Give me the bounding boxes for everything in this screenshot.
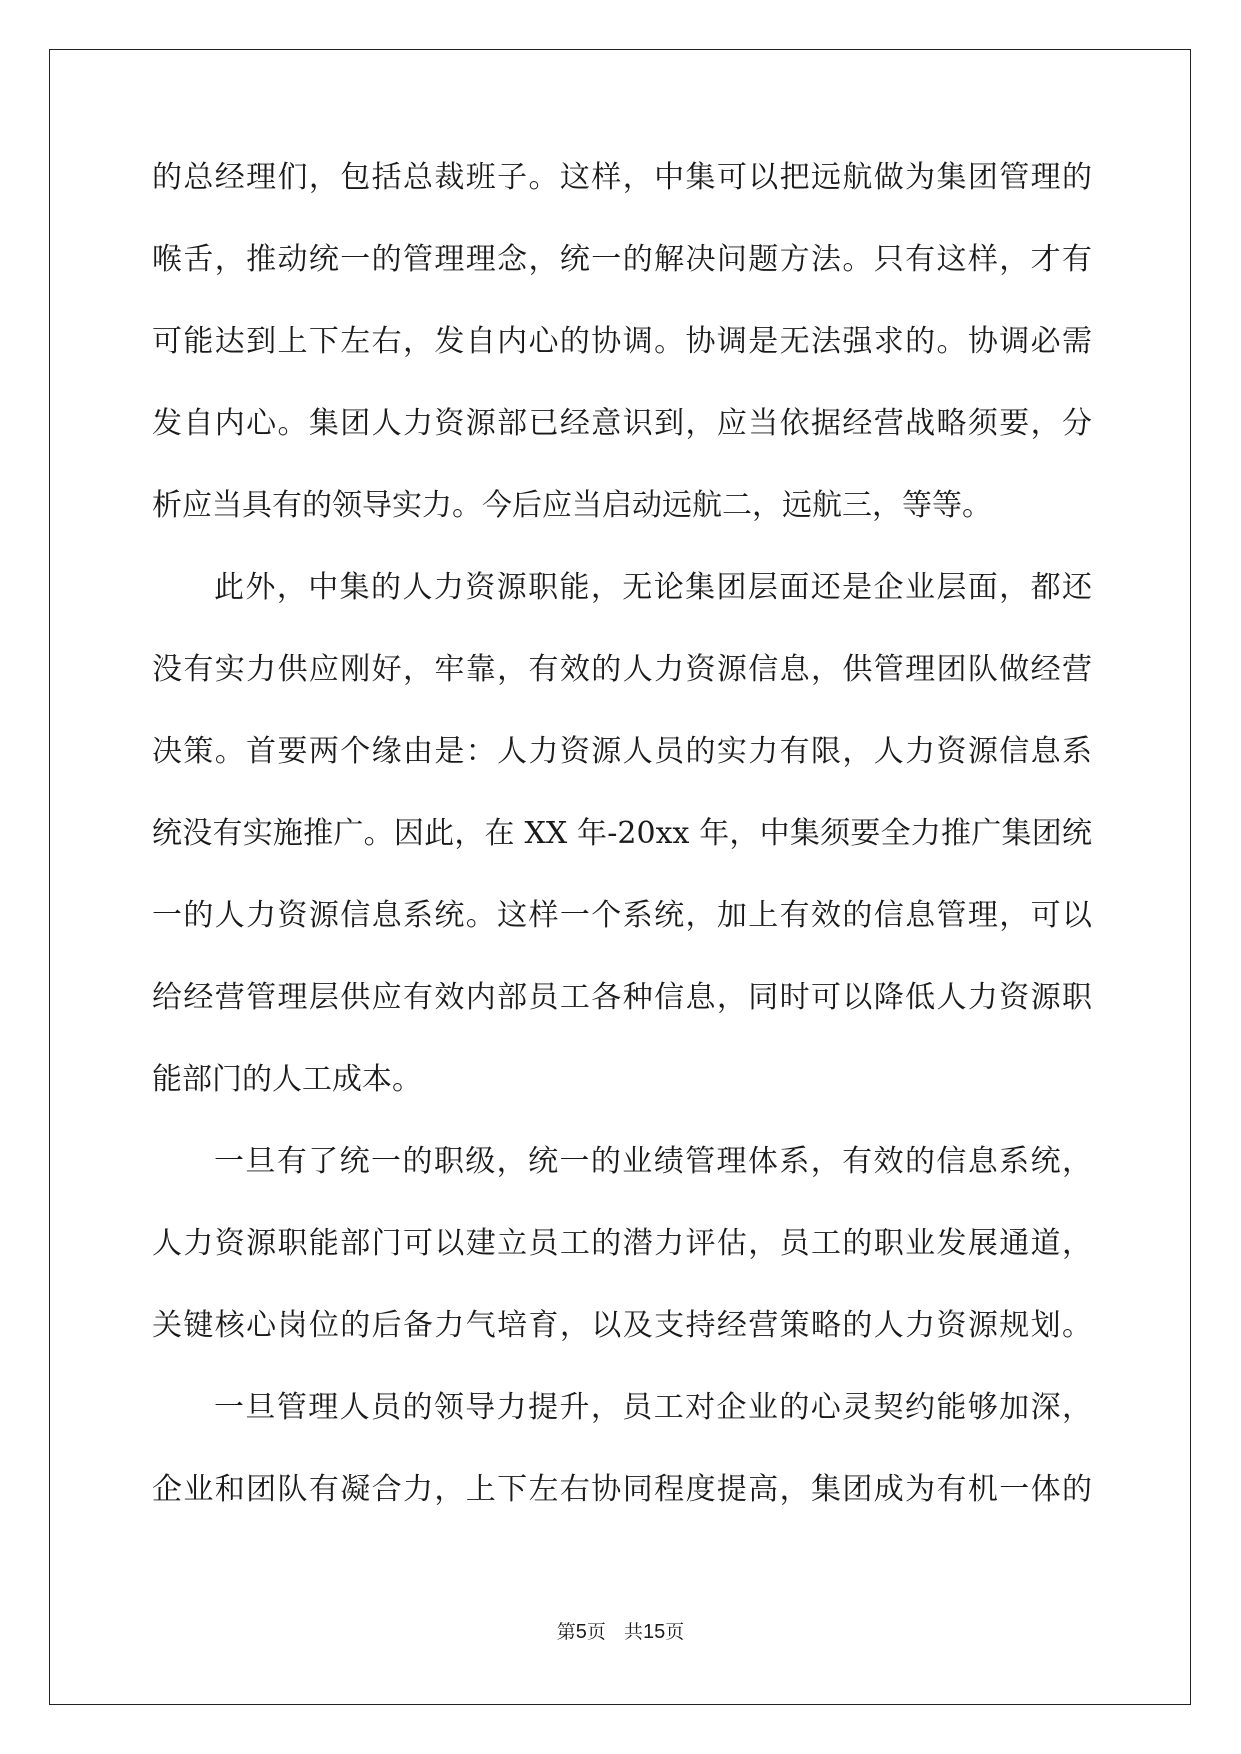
text-line: 关键核心岗位的后备力气培育，以及支持经营策略的人力资源规划。 [152, 1308, 1092, 1343]
paragraph-first-line: 一旦管理人员的领导力提升，员工对企业的心灵契约能够加深， [214, 1390, 1092, 1425]
text-line: 决策。首要两个缘由是：人力资源人员的实力有限，人力资源信息系 [152, 734, 1092, 769]
paragraph-first-line: 一旦有了统一的职级，统一的业绩管理体系，有效的信息系统， [214, 1144, 1092, 1179]
text-line: 发自内心。集团人力资源部已经意识到，应当依据经营战略须要，分 [152, 406, 1092, 441]
text-line: 能部门的人工成本。 [152, 1062, 422, 1097]
total-prefix: 共 [624, 1621, 644, 1643]
total-pages: 15 [643, 1621, 666, 1643]
page-footer [0, 1620, 1241, 1644]
page-unit: 页 [586, 1621, 606, 1643]
text-line: 喉舌，推动统一的管理理念，统一的解决问题方法。只有这样，才有 [152, 242, 1092, 277]
text-line: 的总经理们，包括总裁班子。这样，中集可以把远航做为集团管理的 [152, 160, 1092, 195]
text-line: 一的人力资源信息系统。这样一个系统，加上有效的信息管理，可以 [152, 898, 1092, 933]
page-number: 5 [575, 1621, 587, 1643]
text-line: 给经营管理层供应有效内部员工各种信息，同时可以降低人力资源职 [152, 980, 1092, 1015]
paragraph-first-line: 此外，中集的人力资源职能，无论集团层面还是企业层面，都还 [214, 570, 1092, 605]
text-line: 统没有实施推广。因此，在 XX 年-20xx 年，中集须要全力推广集团统 [152, 816, 1092, 851]
total-unit: 页 [665, 1621, 685, 1643]
text-line: 企业和团队有凝合力，上下左右协同程度提高，集团成为有机一体的 [152, 1472, 1092, 1507]
text-line: 人力资源职能部门可以建立员工的潜力评估，员工的职业发展通道， [152, 1226, 1092, 1261]
text-line: 没有实力供应刚好，牢靠，有效的人力资源信息，供管理团队做经营 [152, 652, 1092, 687]
text-line: 析应当具有的领导实力。今后应当启动远航二，远航三，等等。 [152, 488, 992, 523]
page-prefix: 第 [556, 1621, 576, 1643]
text-line: 可能达到上下左右，发自内心的协调。协调是无法强求的。协调必需 [152, 324, 1092, 359]
document-body [152, 160, 1092, 1554]
